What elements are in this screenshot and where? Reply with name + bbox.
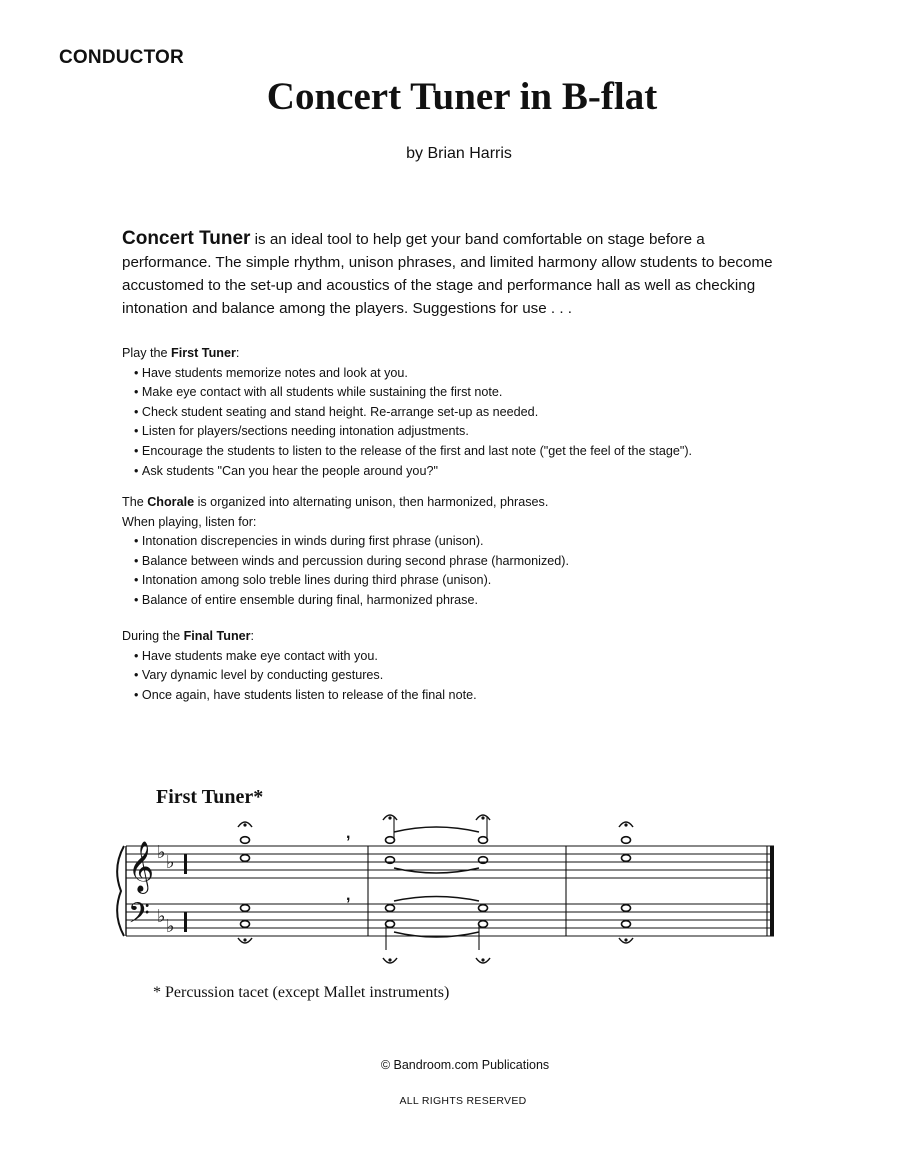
final-tuner-heading: During the Final Tuner: <box>122 629 255 643</box>
time-signature-mark <box>184 912 187 932</box>
score-footnote: * Percussion tacet (except Mallet instruments) <box>153 984 450 1001</box>
copyright-notice: © Bandroom.com Publications <box>380 1058 550 1072</box>
intro-paragraph <box>122 227 792 320</box>
list-item: • Vary dynamic level by conducting gestures. <box>134 666 477 686</box>
first-tuner-list <box>122 364 692 482</box>
time-signature-mark <box>184 854 187 874</box>
list-item: • Have students memorize notes and look at you. <box>134 364 692 384</box>
flat-icon: ♭ <box>166 852 175 873</box>
final-tuner-section <box>122 627 477 705</box>
list-item: • Listen for players/sections needing intonation adjustments. <box>134 422 692 442</box>
list-item: • Ask students "Can you hear the people around you?" <box>134 462 692 482</box>
list-item: • Have students make eye contact with you. <box>134 647 477 667</box>
score-title: First Tuner* <box>156 786 264 808</box>
chorale-list <box>122 532 569 610</box>
list-item: • Balance of entire ensemble during final, harmonized phrase. <box>134 591 569 611</box>
bass-clef-icon: 𝄢 <box>128 897 150 937</box>
list-item: • Balance between winds and percussion during second phrase (harmonized). <box>134 552 569 572</box>
intro-lead: Concert Tuner <box>122 228 251 249</box>
list-item: • Intonation among solo treble lines during third phrase (unison). <box>134 571 569 591</box>
rights-notice: ALL RIGHTS RESERVED <box>399 1095 527 1107</box>
list-item: • Intonation discrepencies in winds during first phrase (unison). <box>134 532 569 552</box>
first-tuner-heading: Play the First Tuner: <box>122 346 240 360</box>
list-item: • Encourage the students to listen to the release of the first and last note ("get the feel of the stage"). <box>134 442 692 462</box>
breath-mark: , <box>346 887 351 904</box>
flat-icon: ♭ <box>166 916 175 937</box>
first-tuner-section <box>122 344 692 481</box>
chorale-subheading: When playing, listen for: <box>122 514 257 529</box>
flat-icon: ♭ <box>157 842 166 863</box>
composer-byline: by Brian Harris <box>406 145 512 162</box>
breath-mark: , <box>346 825 351 842</box>
part-label: CONDUCTOR <box>59 47 184 68</box>
list-item: • Make eye contact with all students while sustaining the first note. <box>134 383 692 403</box>
chorale-section <box>122 493 569 611</box>
brace-icon <box>117 846 124 936</box>
intro-text: is an ideal tool to help get your band comfortable on stage before a performance. The simple rhythm, unison phrases, and limited harmony allow students to become accustomed to the set-up and acoustics of the stage and performance hall as well as checking intonation and balance among the players. Suggestions for use . . . <box>122 231 773 317</box>
final-tuner-list <box>122 647 477 706</box>
music-score <box>0 810 900 980</box>
flat-icon: ♭ <box>157 906 166 927</box>
page-title: Concert Tuner in B-flat <box>266 75 658 118</box>
list-item: • Once again, have students listen to release of the final note. <box>134 686 477 706</box>
chorale-heading: The Chorale is organized into alternating unison, then harmonized, phrases. <box>122 495 549 509</box>
list-item: • Check student seating and stand height. Re-arrange set-up as needed. <box>134 403 692 423</box>
treble-clef-icon: 𝄞 <box>128 841 155 892</box>
